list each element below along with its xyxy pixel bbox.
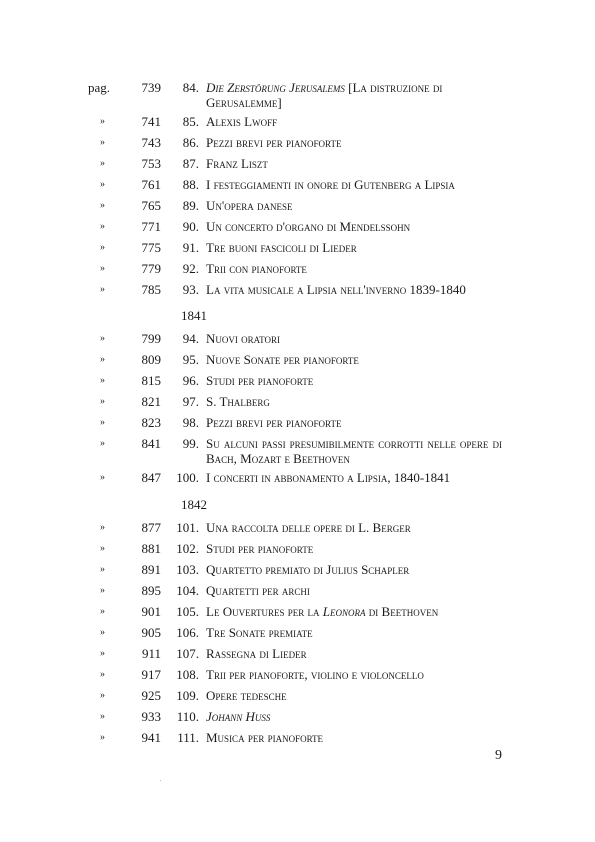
entry-number: 96. bbox=[182, 373, 199, 388]
entry-number: 101. bbox=[176, 520, 199, 535]
page-prefix: pag. bbox=[88, 80, 111, 95]
ditto-mark: » bbox=[100, 627, 105, 638]
ditto-mark: » bbox=[100, 472, 105, 483]
title-text: Trii con pianoforte bbox=[206, 261, 307, 276]
entry-page: 881 bbox=[141, 541, 161, 556]
title-text: Franz Liszt bbox=[206, 156, 268, 171]
title-text: Rassegna di Lieder bbox=[206, 646, 307, 661]
entry-number: 100. bbox=[176, 470, 199, 485]
title-text: Tre buoni fascicoli di Lieder bbox=[206, 240, 357, 255]
ditto-mark: » bbox=[100, 354, 105, 365]
ditto-mark: » bbox=[100, 438, 105, 449]
entry-page: 799 bbox=[141, 331, 161, 346]
entry-number: 92. bbox=[182, 261, 199, 276]
entry-page: 841 bbox=[141, 436, 161, 451]
entry-page: 933 bbox=[141, 709, 161, 724]
entry-title bbox=[206, 415, 502, 430]
year-label: 1841 bbox=[181, 308, 207, 323]
title-text: di Beethoven bbox=[365, 604, 439, 619]
entry-title bbox=[206, 562, 502, 577]
title-text: Quartetti per archi bbox=[206, 583, 310, 598]
entry-number: 109. bbox=[176, 688, 199, 703]
entry-page: 743 bbox=[141, 135, 161, 150]
entry-number: 98. bbox=[182, 415, 199, 430]
entry-number: 102. bbox=[176, 541, 199, 556]
entry-page: 741 bbox=[141, 114, 161, 129]
entry-title bbox=[206, 240, 502, 255]
ditto-mark: » bbox=[100, 711, 105, 722]
title-text: Musica per pianoforte bbox=[206, 730, 324, 745]
entry-page: 891 bbox=[141, 562, 161, 577]
entry-number: 110. bbox=[176, 709, 199, 724]
entry-title bbox=[206, 282, 502, 297]
ditto-mark: » bbox=[100, 221, 105, 232]
entry-number: 94. bbox=[182, 331, 199, 346]
ditto-mark: » bbox=[100, 648, 105, 659]
entry-title bbox=[206, 730, 502, 745]
entry-title bbox=[206, 470, 502, 485]
title-italic: Johann Huss bbox=[206, 709, 271, 724]
entry-title bbox=[206, 261, 502, 276]
ditto-mark: » bbox=[100, 396, 105, 407]
entry-title bbox=[206, 436, 502, 466]
title-text: S. Thalberg bbox=[206, 394, 270, 409]
ditto-mark: » bbox=[100, 242, 105, 253]
ditto-mark: » bbox=[100, 669, 105, 680]
entry-page: 765 bbox=[141, 198, 161, 213]
entry-title bbox=[206, 604, 502, 619]
ditto-mark: » bbox=[100, 179, 105, 190]
entry-title bbox=[206, 520, 502, 535]
title-text: Pezzi brevi per pianoforte bbox=[206, 415, 342, 430]
entry-page: 761 bbox=[141, 177, 161, 192]
entry-title bbox=[206, 331, 502, 346]
title-text: Tre Sonate premiate bbox=[206, 625, 313, 640]
title-italic: Die Zerstörung Jerusalems bbox=[206, 80, 345, 95]
title-text: [La distruzione di Gerusalemme] bbox=[206, 80, 443, 110]
entry-page: 739 bbox=[141, 80, 161, 95]
entry-page: 925 bbox=[141, 688, 161, 703]
title-text: Studi per pianoforte bbox=[206, 541, 314, 556]
year-label: 1842 bbox=[181, 497, 207, 512]
title-text: I concerti in abbonamento a Lipsia, 1840-1841 bbox=[206, 470, 451, 485]
entry-title bbox=[206, 667, 502, 682]
ditto-mark: » bbox=[100, 158, 105, 169]
ditto-mark: » bbox=[100, 333, 105, 344]
entry-page: 895 bbox=[141, 583, 161, 598]
entry-page: 785 bbox=[141, 282, 161, 297]
ditto-mark: » bbox=[100, 543, 105, 554]
title-text: Nuovi oratori bbox=[206, 331, 280, 346]
ditto-mark: » bbox=[100, 137, 105, 148]
entry-number: 97. bbox=[182, 394, 199, 409]
title-text: Opere tedesche bbox=[206, 688, 287, 703]
ditto-mark: » bbox=[100, 606, 105, 617]
ditto-mark: » bbox=[100, 417, 105, 428]
page-number: 9 bbox=[495, 748, 502, 763]
entry-page: 823 bbox=[141, 415, 161, 430]
title-text: Su alcuni passi presumibilmente corrotti nelle opere di Bach, Mozart e Beethoven bbox=[206, 436, 502, 466]
entry-number: 105. bbox=[176, 604, 199, 619]
entry-title bbox=[206, 352, 502, 367]
ditto-mark: » bbox=[100, 585, 105, 596]
entry-number: 106. bbox=[176, 625, 199, 640]
entry-number: 87. bbox=[182, 156, 199, 171]
title-text: Un'opera danese bbox=[206, 198, 293, 213]
title-text: Pezzi brevi per pianoforte bbox=[206, 135, 342, 150]
speck bbox=[160, 780, 161, 781]
ditto-mark: » bbox=[100, 263, 105, 274]
entry-title bbox=[206, 373, 502, 388]
entry-title bbox=[206, 625, 502, 640]
entry-number: 85. bbox=[182, 114, 199, 129]
title-text: Quartetto premiato di Julius Schapler bbox=[206, 562, 410, 577]
entry-page: 815 bbox=[141, 373, 161, 388]
entry-number: 111. bbox=[177, 730, 199, 745]
entry-page: 901 bbox=[141, 604, 161, 619]
entry-number: 93. bbox=[182, 282, 199, 297]
entry-number: 86. bbox=[182, 135, 199, 150]
title-text: Nuove Sonate per pianoforte bbox=[206, 352, 359, 367]
ditto-mark: » bbox=[100, 200, 105, 211]
ditto-mark: » bbox=[100, 732, 105, 743]
entry-title bbox=[206, 646, 502, 661]
entry-number: 108. bbox=[176, 667, 199, 682]
entry-title bbox=[206, 114, 502, 129]
title-text: Trii per pianoforte, violino e violoncello bbox=[206, 667, 424, 682]
entry-number: 103. bbox=[176, 562, 199, 577]
entry-number: 89. bbox=[182, 198, 199, 213]
entry-title bbox=[206, 394, 502, 409]
title-text: Alexis Lwoff bbox=[206, 114, 278, 129]
entry-page: 877 bbox=[141, 520, 161, 535]
entry-page: 775 bbox=[141, 240, 161, 255]
entry-number: 90. bbox=[182, 219, 199, 234]
entry-number: 104. bbox=[176, 583, 199, 598]
title-text: Le Ouvertures per la bbox=[206, 604, 323, 619]
entry-page: 941 bbox=[141, 730, 161, 745]
entry-title bbox=[206, 135, 502, 150]
entry-page: 905 bbox=[141, 625, 161, 640]
title-text: I festeggiamenti in onore di Gutenberg a Lipsia bbox=[206, 177, 455, 192]
title-text: Una raccolta delle opere di L. Berger bbox=[206, 520, 411, 535]
title-text: La vita musicale a Lipsia nell'inverno 1839-1840 bbox=[206, 282, 466, 297]
ditto-mark: » bbox=[100, 116, 105, 127]
entry-title bbox=[206, 709, 502, 724]
ditto-mark: » bbox=[100, 564, 105, 575]
entry-title bbox=[206, 80, 502, 110]
entry-page: 771 bbox=[141, 219, 161, 234]
entry-title bbox=[206, 198, 502, 213]
ditto-mark: » bbox=[100, 284, 105, 295]
entry-title bbox=[206, 219, 502, 234]
title-italic: Leonora bbox=[322, 604, 366, 619]
ditto-mark: » bbox=[100, 522, 105, 533]
entry-page: 847 bbox=[141, 470, 161, 485]
entry-number: 99. bbox=[182, 436, 199, 451]
entry-page: 917 bbox=[141, 667, 161, 682]
title-text: Studi per pianoforte bbox=[206, 373, 314, 388]
entry-title bbox=[206, 156, 502, 171]
entry-title bbox=[206, 688, 502, 703]
entry-title bbox=[206, 177, 502, 192]
ditto-mark: » bbox=[100, 690, 105, 701]
title-text: Un concerto d'organo di Mendelssohn bbox=[206, 219, 411, 234]
entry-number: 107. bbox=[176, 646, 199, 661]
entry-number: 88. bbox=[182, 177, 199, 192]
entry-title bbox=[206, 583, 502, 598]
entry-page: 753 bbox=[141, 156, 161, 171]
entry-number: 91. bbox=[182, 240, 199, 255]
entry-number: 95. bbox=[182, 352, 199, 367]
entry-page: 809 bbox=[141, 352, 161, 367]
entry-title bbox=[206, 541, 502, 556]
ditto-mark: » bbox=[100, 375, 105, 386]
entry-page: 911 bbox=[141, 646, 161, 661]
entry-page: 779 bbox=[141, 261, 161, 276]
entry-page: 821 bbox=[141, 394, 161, 409]
entry-number: 84. bbox=[182, 80, 199, 95]
